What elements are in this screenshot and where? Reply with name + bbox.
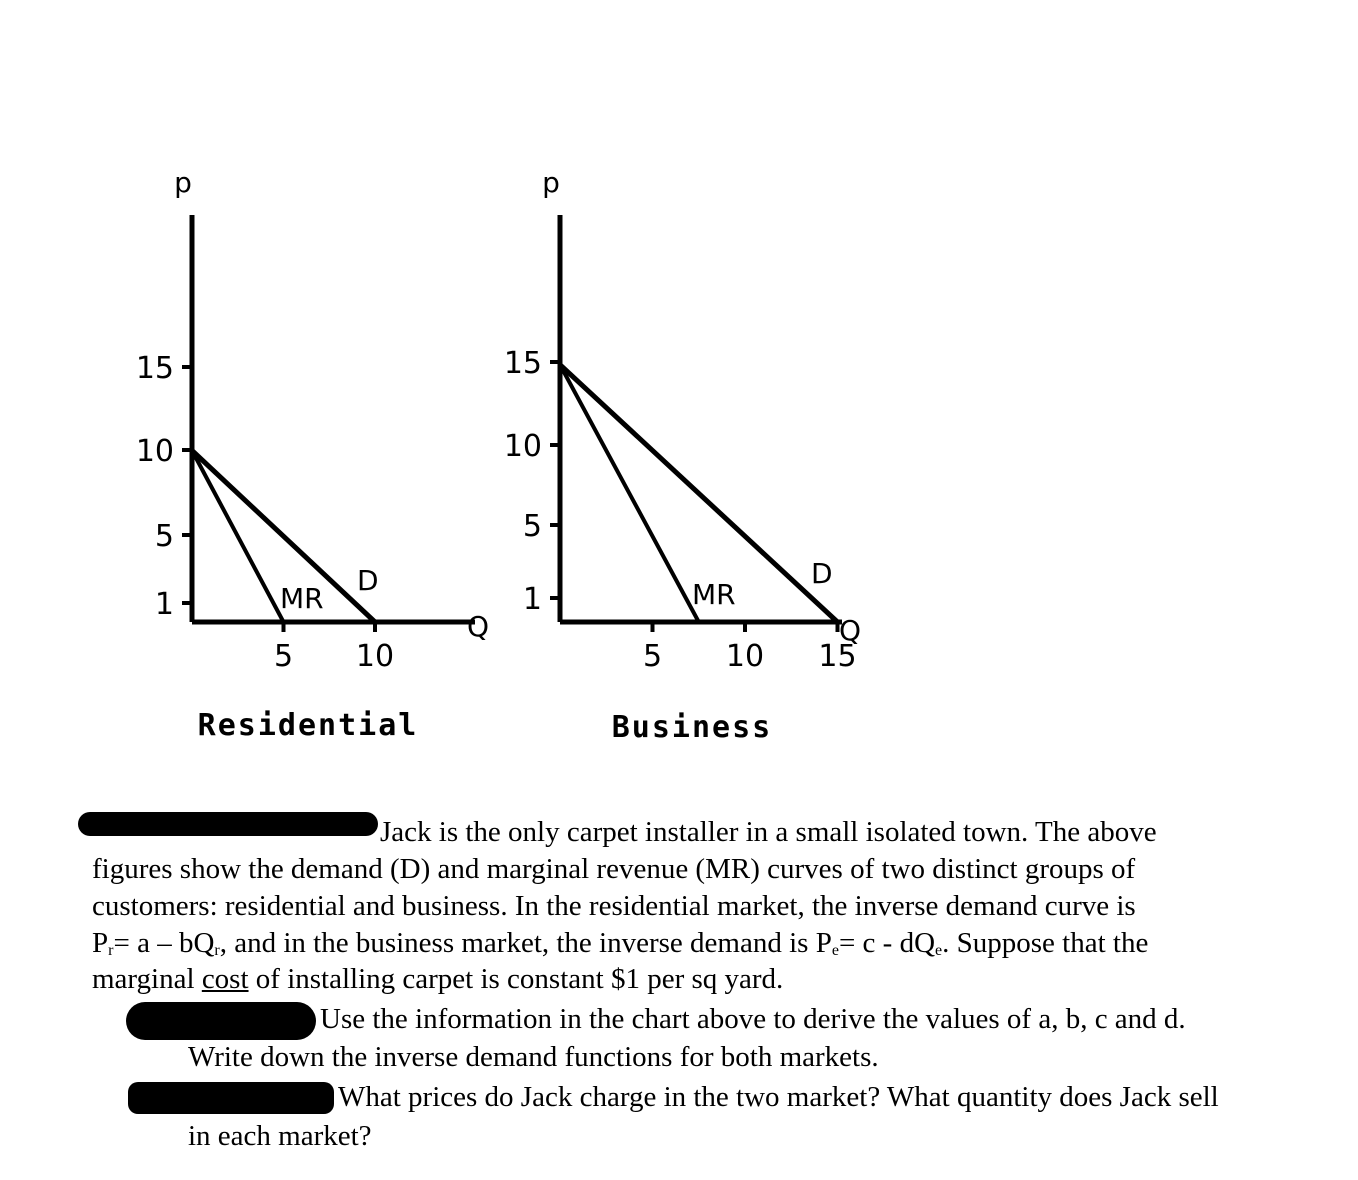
question-line <box>188 1118 372 1154</box>
question-line <box>92 888 1136 924</box>
series-label-d: D <box>357 564 379 597</box>
x-tick-label: 15 <box>818 639 857 674</box>
y-tick-label: 15 <box>503 346 542 381</box>
series-label-mr: MR <box>280 582 324 615</box>
y-tick-label: 10 <box>503 429 542 464</box>
question-line-4-part: = a – bQ <box>113 927 215 959</box>
question-line-4-part: P <box>92 927 109 959</box>
subscript: e <box>831 942 839 959</box>
question-line-4-part: . Suppose that the <box>942 927 1149 959</box>
question-line-4-part: , and in the business market, the inverse demand is P <box>219 927 832 959</box>
panel-title: Residential <box>197 708 419 743</box>
subscript: r <box>108 942 114 959</box>
part-1-line-1: Use the information in the chart above to derive the values of a, b, c and d. <box>320 1003 1186 1035</box>
question-line-1: Jack is the only carpet installer in a small isolated town. The above <box>380 816 1157 848</box>
x-tick-label: 5 <box>273 639 294 674</box>
y-tick-label: 5 <box>522 509 542 544</box>
x-tick-label: 10 <box>725 639 765 674</box>
y-tick-label: 10 <box>135 434 174 469</box>
y-axis-label: p <box>542 166 560 199</box>
question-line-4-part: = c - dQ <box>838 927 936 959</box>
question-line-5-part: cost <box>201 963 249 995</box>
redaction-mark <box>126 1002 316 1040</box>
x-axis-label: Q <box>466 610 490 643</box>
y-tick-label: 1 <box>522 582 542 617</box>
y-tick-label: 1 <box>154 587 174 622</box>
subscript: r <box>214 942 220 959</box>
redaction-mark <box>128 1082 334 1114</box>
part-1-line-2: Write down the inverse demand functions for both markets. <box>188 1041 879 1073</box>
question-line-5-part: of installing carpet is constant $1 per sq yard. <box>248 963 784 995</box>
x-axis-label: Q <box>838 614 862 647</box>
question-line <box>92 961 783 997</box>
part-2-line-2: in each market? <box>188 1120 372 1152</box>
part-2-line-1: What prices do Jack charge in the two market? What quantity does Jack sell <box>338 1081 1219 1113</box>
y-axis-label: p <box>174 166 192 199</box>
question-line-5-part: marginal <box>92 963 202 995</box>
series-label-mr: MR <box>692 578 736 611</box>
subscript: e <box>935 942 943 959</box>
question-line <box>188 1039 879 1075</box>
question-line <box>380 814 1157 850</box>
question-line <box>92 851 1135 887</box>
question-line <box>338 1079 1219 1115</box>
redaction-mark <box>78 812 378 836</box>
question-line-3: customers: residential and business. In the residential market, the inverse demand curve is <box>92 890 1136 922</box>
x-tick-label: 5 <box>642 639 663 674</box>
question-line-2: figures show the demand (D) and marginal revenue (MR) curves of two distinct groups of <box>92 853 1136 885</box>
x-tick-label: 10 <box>355 639 395 674</box>
series-label-d: D <box>811 557 833 590</box>
y-tick-label: 15 <box>135 351 174 386</box>
question-line <box>320 1001 1186 1037</box>
y-tick-label: 5 <box>154 519 174 554</box>
panel-title: Business <box>611 710 773 745</box>
